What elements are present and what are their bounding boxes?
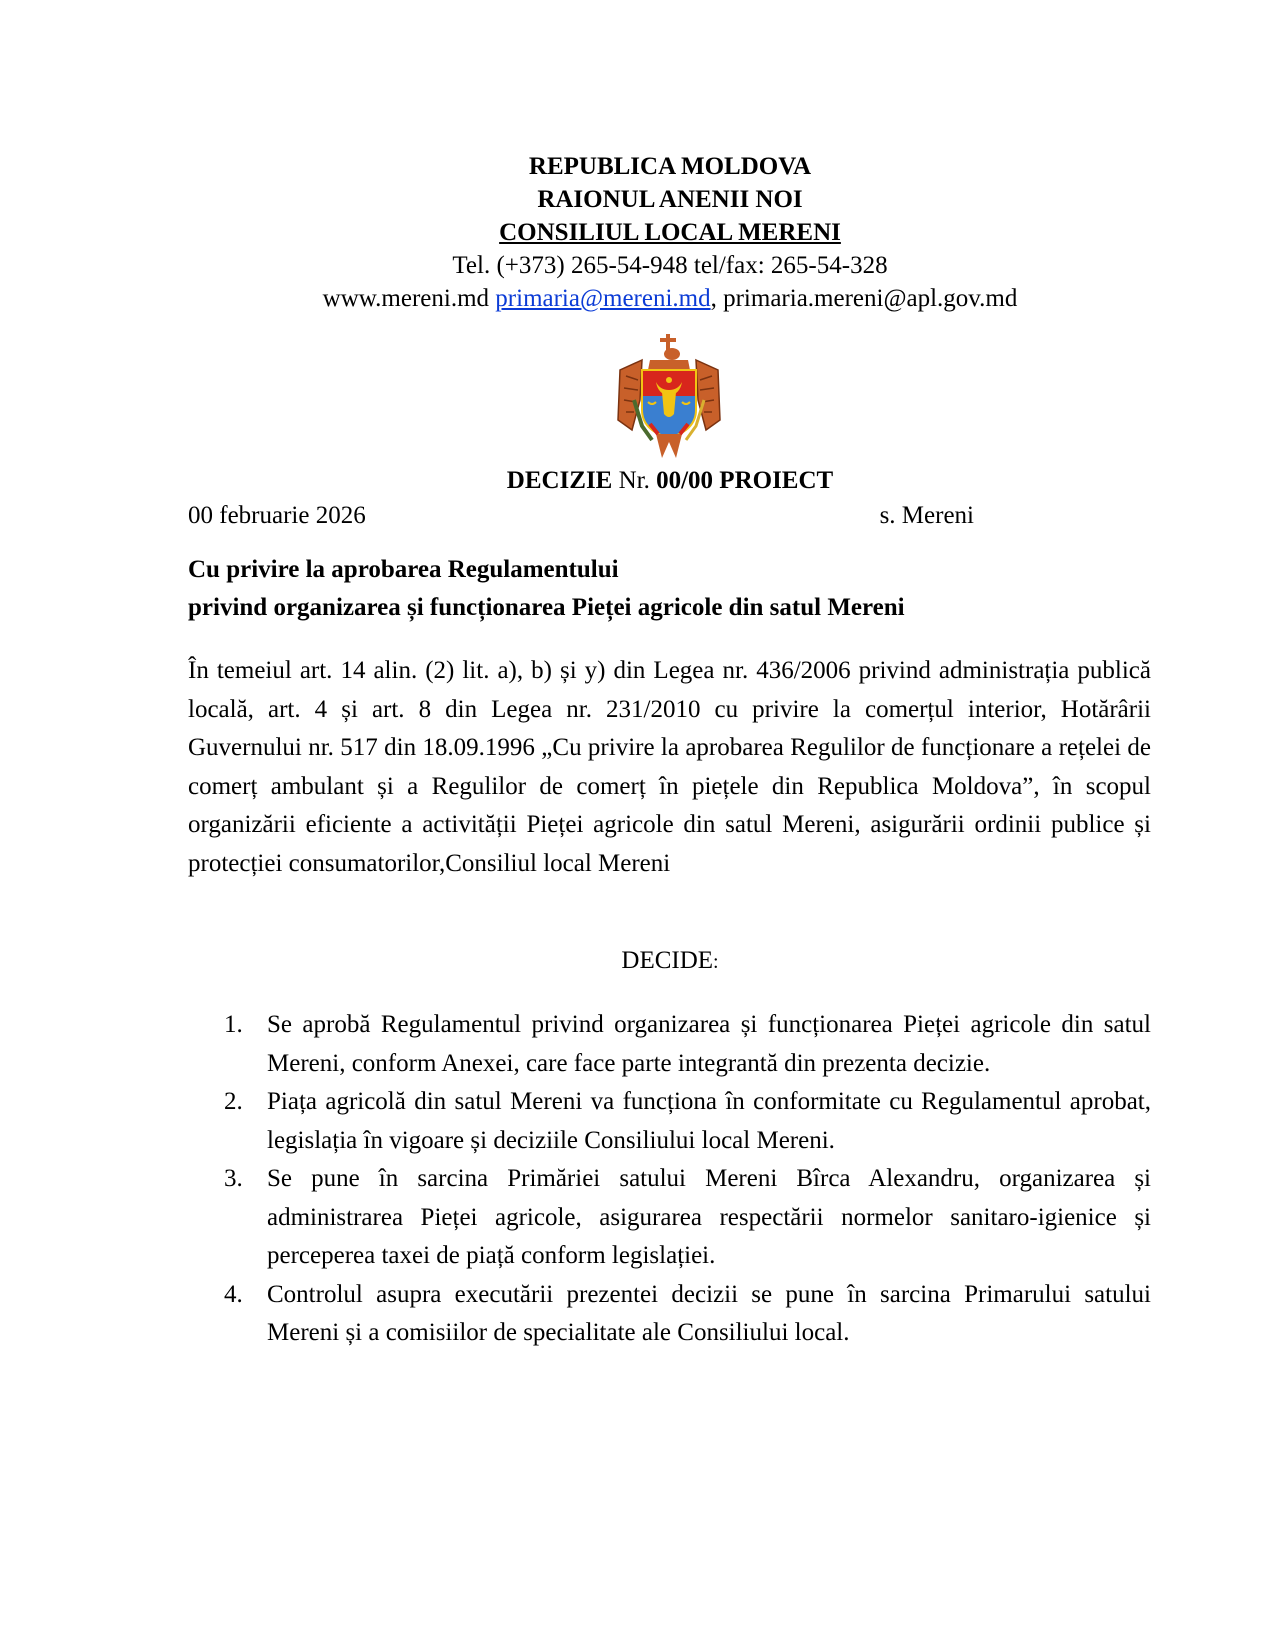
decision-place: s. Mereni bbox=[879, 502, 974, 529]
eagle-tail bbox=[656, 434, 682, 458]
letterhead bbox=[0, 150, 1275, 315]
subject-line-2: privind organizarea și funcționarea Pieței agricole din satul Mereni bbox=[188, 594, 905, 621]
decision-items-list bbox=[224, 1006, 1151, 1353]
list-item bbox=[224, 1276, 1151, 1353]
cross-horizontal bbox=[660, 338, 676, 342]
item-text: Piața agricolă din satul Mereni va funcționa în conformitate cu Regulamentul aprobat, legislația în vigoare și deciziile Consiliului local Mereni. bbox=[267, 1088, 1151, 1154]
list-item bbox=[224, 1160, 1151, 1276]
council-name: CONSILIUL LOCAL MERENI bbox=[499, 219, 841, 246]
country-name: REPUBLICA MOLDOVA bbox=[528, 153, 812, 180]
email-separator: , bbox=[710, 285, 724, 312]
item-text: Controlul asupra executării prezentei decizii se pune în sarcina Primarului satului Mereni și a comisiilor de specialitate ale Consiliului local. bbox=[267, 1280, 1151, 1346]
list-item bbox=[224, 1083, 1151, 1160]
decision-subject bbox=[188, 551, 1148, 627]
aurochs-head bbox=[662, 392, 676, 417]
moldova-coat-of-arms-icon bbox=[612, 330, 726, 462]
phone-line: Tel. (+373) 265-54-948 tel/fax: 265-54-328 bbox=[452, 252, 888, 279]
dateline bbox=[188, 500, 974, 532]
eagle-right-wing bbox=[696, 360, 720, 430]
decision-label: DECIZIE bbox=[506, 467, 613, 494]
decision-number: 00/00 PROIECT bbox=[656, 467, 834, 494]
email-secondary-text: primaria.mereni@apl.gov.md bbox=[723, 285, 1018, 312]
district-name: RAIONUL ANENII NOI bbox=[537, 186, 803, 213]
item-number: 1. bbox=[224, 1011, 243, 1038]
contact-line bbox=[0, 282, 1275, 315]
item-text: Se pune în sarcina Primăriei satului Mereni Bîrca Alexandru, organizarea și administrarea Pieței agricole, asigurarea respectării normelor sanitaro-igienice și perceperea taxei de piață conform legislației. bbox=[267, 1165, 1151, 1269]
decision-nr-label: Nr. bbox=[612, 467, 657, 494]
item-number: 4. bbox=[224, 1280, 243, 1308]
decide-label: DECIDE bbox=[621, 947, 714, 974]
subject-line-1: Cu privire la aprobarea Regulamentului bbox=[188, 556, 619, 583]
item-number: 3. bbox=[224, 1165, 243, 1192]
star bbox=[666, 377, 672, 383]
coat-of-arms-svg bbox=[612, 330, 726, 462]
decide-colon: : bbox=[713, 951, 719, 973]
website-text: www.mereni.md bbox=[322, 285, 490, 312]
decision-date: 00 februarie 2026 bbox=[188, 502, 366, 529]
preamble-paragraph: În temeiul art. 14 alin. (2) lit. a), b) și y) din Legea nr. 436/2006 privind administrația publică locală, art. 4 și art. 8 din Legea nr. 231/2010 cu privire la comerțul interior, Hotărârii Guvernului nr. 517 din 18.09.1996 „Cu privire la aprobarea Regulilor de funcționare a rețelei de comerț ambulant și a Regulilor de comerț în piețele din Republica Moldova”, în scopul organizării eficiente a activității Pieței agricole din satul Mereni, asigurării ordinii publice și protecției consumatorilor,Consiliul local Mereni bbox=[188, 657, 1151, 877]
eagle-head bbox=[664, 348, 680, 360]
email-primary-link[interactable]: primaria@mereni.md bbox=[495, 285, 711, 312]
item-number: 2. bbox=[224, 1088, 243, 1115]
decision-title bbox=[0, 465, 1275, 497]
list-item bbox=[224, 1006, 1151, 1083]
decide-heading bbox=[0, 945, 1275, 978]
item-text: Se aprobă Regulamentul privind organizarea și funcționarea Pieței agricole din satul Mereni, conform Anexei, care face parte integrantă din prezenta decizie. bbox=[267, 1011, 1151, 1077]
